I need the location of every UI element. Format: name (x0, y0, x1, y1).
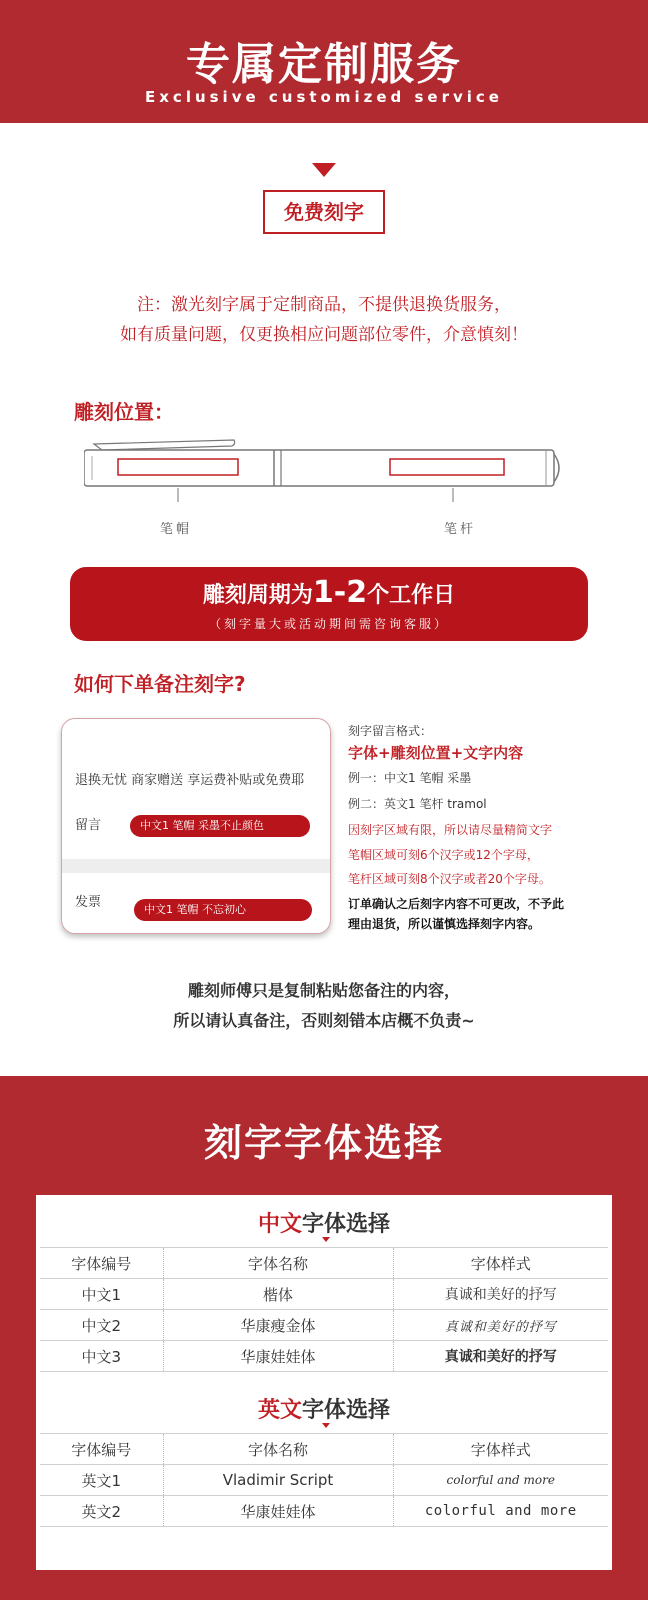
zh-font-table (40, 1247, 608, 1372)
col-header-style: 字体样式 (393, 1248, 608, 1279)
col-header-id: 字体编号 (40, 1434, 163, 1465)
en-font-table (40, 1433, 608, 1527)
format-title: 刻字留言格式： (348, 724, 433, 738)
font-sample: 真诚和美好的抒写 (393, 1310, 608, 1341)
message-pill: 中文1 笔帽 采墨不止颜色 (130, 815, 310, 837)
font-id: 中文2 (40, 1310, 163, 1341)
closing-line-1: 雕刻师傅只是复制粘贴您备注的内容， (187, 981, 460, 1000)
engrave-period-prefix: 雕刻周期为 (202, 583, 313, 608)
order-benefits-row: 退换无忧 商家赠送 享运费补贴或免费耶 (75, 773, 305, 788)
order-note-card (61, 718, 331, 934)
font-name: Vladimir Script (163, 1465, 393, 1496)
engrave-period-days: 1-2 (312, 575, 368, 610)
cap-label: 笔帽 (160, 522, 193, 537)
col-header-name: 字体名称 (163, 1434, 393, 1465)
en-font-title (36, 1393, 612, 1424)
format-warning-1: 订单确认之后刻字内容不可更改，不予此 (348, 897, 565, 911)
notice-line-1: 注：激光刻字属于定制商品，不提供退换货服务， (137, 295, 511, 315)
font-selection-panel (36, 1195, 612, 1570)
engrave-period-note: （刻字量大或活动期间需咨询客服） (208, 617, 449, 631)
engrave-period-text (70, 575, 588, 610)
header-subtitle: Exclusive customized service (145, 88, 503, 106)
invoice-pill: 中文1 笔帽 不忘初心 (134, 899, 312, 921)
format-example-1: 例一：中文1 笔帽 采墨 (348, 771, 472, 785)
engrave-period-suffix: 个工作日 (367, 583, 456, 608)
font-sample: 真诚和美好的抒写 (393, 1341, 608, 1372)
table-header-row (40, 1248, 608, 1279)
format-rule: 字体+雕刻位置+文字内容 (348, 744, 524, 762)
format-limit-3: 笔杆区域可刻8个汉字或者20个字母。 (348, 872, 551, 886)
zh-font-title (36, 1207, 612, 1238)
font-id: 英文2 (40, 1496, 163, 1527)
format-example-2: 例二：英文1 笔杆 tramol (348, 797, 487, 811)
barrel-label: 笔杆 (444, 522, 477, 537)
format-limit-1: 因刻字区域有限，所以请尽量精简文字 (348, 823, 553, 837)
table-header-row (40, 1434, 608, 1465)
format-limit-2: 笔帽区域可刻6个汉字或12个字母， (348, 848, 539, 862)
font-id: 中文3 (40, 1341, 163, 1372)
caret-down-icon (322, 1423, 330, 1428)
col-header-name: 字体名称 (163, 1248, 393, 1279)
header-banner (0, 0, 648, 123)
free-engraving-badge: 免费刻字 (263, 190, 385, 234)
header-title: 专属定制服务 (186, 39, 462, 90)
font-name: 华康瘦金体 (163, 1310, 393, 1341)
font-selection-title: 刻字字体选择 (203, 1121, 444, 1165)
table-row (40, 1279, 608, 1310)
closing-line-2: 所以请认真备注，否则刻错本店概不负责~ (173, 1011, 475, 1030)
table-row (40, 1496, 608, 1527)
zh-font-title-rest: 字体选择 (302, 1212, 391, 1237)
font-id: 中文1 (40, 1279, 163, 1310)
zh-font-title-highlight: 中文 (257, 1212, 302, 1237)
engrave-position-title: 雕刻位置： (74, 400, 174, 424)
table-row (40, 1465, 608, 1496)
pen-clip-shape (94, 440, 235, 450)
col-header-style: 字体样式 (393, 1434, 608, 1465)
font-id: 英文1 (40, 1465, 163, 1496)
message-label: 留言 (75, 818, 102, 833)
table-row (40, 1310, 608, 1341)
table-row (40, 1341, 608, 1372)
font-name: 华康娃娃体 (163, 1341, 393, 1372)
caret-down-icon (322, 1237, 330, 1242)
invoice-label: 发票 (75, 895, 102, 910)
notice-line-2: 如有质量问题，仅更换相应问题部位零件，介意慎刻！ (120, 325, 528, 345)
card-divider (62, 859, 331, 873)
font-sample: colorful and more (393, 1465, 608, 1496)
pen-body-shape (84, 450, 554, 486)
engrave-period-banner (70, 567, 588, 641)
en-font-title-rest: 字体选择 (302, 1398, 391, 1423)
font-name: 华康娃娃体 (163, 1496, 393, 1527)
font-name: 楷体 (163, 1279, 393, 1310)
format-warning-2: 理由退货，所以谨慎选择刻字内容。 (348, 917, 541, 931)
font-sample: colorful and more (393, 1496, 608, 1527)
en-font-title-highlight: 英文 (257, 1398, 302, 1423)
pen-diagram (84, 436, 568, 506)
how-to-title: 如何下单备注刻字? (74, 672, 246, 696)
col-header-id: 字体编号 (40, 1248, 163, 1279)
triangle-down-icon (312, 163, 336, 177)
font-sample: 真诚和美好的抒写 (393, 1279, 608, 1310)
